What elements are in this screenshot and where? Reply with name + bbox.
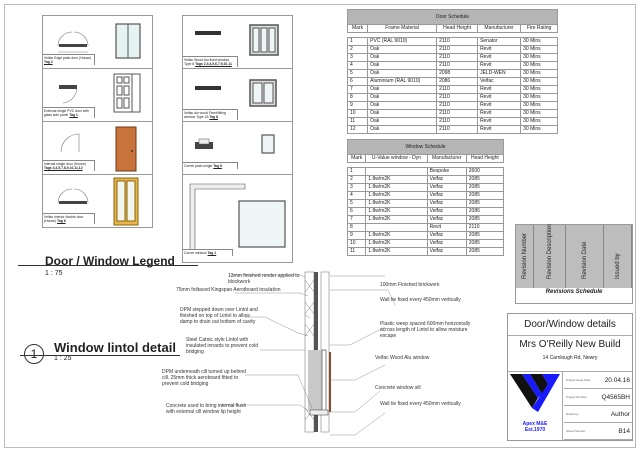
- note-concrete-sill: Concrete window sill: [375, 385, 421, 391]
- detail-title: Window lintol detail: [54, 340, 176, 355]
- legend-item-corner-window: [183, 175, 292, 262]
- legend-panel-doors: [42, 15, 153, 228]
- table-cell: 9: [348, 232, 366, 240]
- column-header: Fire Rating: [521, 25, 558, 33]
- table-cell: 1.8w/m2K: [366, 216, 427, 224]
- table-cell: 2085: [466, 232, 503, 240]
- table-cell: Oak: [368, 54, 437, 62]
- table-row: [348, 70, 558, 78]
- table-cell: Velfac: [427, 216, 466, 224]
- revision-column-header: Issued by: [604, 225, 632, 288]
- table-row: [348, 224, 504, 232]
- table-row: [348, 86, 558, 94]
- fixed-window-elevation: [249, 24, 281, 58]
- legend-item-double-door: [43, 175, 152, 228]
- schedule-title: Door Schedule: [348, 10, 558, 25]
- table-cell: Velfac: [427, 232, 466, 240]
- patio-door-elevation: [115, 22, 145, 60]
- table-cell: Revit: [478, 54, 521, 62]
- column-header: Manufacturer: [427, 155, 466, 163]
- table-cell: 1: [348, 38, 368, 46]
- table-cell: 5: [348, 200, 366, 208]
- field-value: Author: [610, 410, 630, 418]
- project-address: 14 Carnlough Rd, Newry: [508, 355, 632, 372]
- table-cell: Velfac: [427, 240, 466, 248]
- table-row: [348, 54, 558, 62]
- table-cell: 30 Mins: [521, 54, 558, 62]
- table-row: [348, 248, 504, 256]
- table-row: [348, 184, 504, 192]
- field-value: 20.04.16: [604, 376, 630, 384]
- table-cell: 1.8w/m2K: [366, 192, 427, 200]
- table-row: [348, 78, 558, 86]
- revision-column-header: Revision Number: [516, 225, 534, 288]
- table-cell: Oak: [368, 94, 437, 102]
- table-cell: 1: [348, 168, 366, 176]
- table-cell: Velfac: [427, 176, 466, 184]
- table-cell: Oak: [368, 102, 437, 110]
- field-label: Project Number: [566, 395, 587, 399]
- table-cell: 30 Mins: [521, 94, 558, 102]
- table-cell: 2085: [466, 176, 503, 184]
- table-cell: 30 Mins: [521, 102, 558, 110]
- table-cell: Revit: [478, 118, 521, 126]
- field-value: Q4565BH: [601, 393, 630, 401]
- internal-door-elevation: [115, 126, 141, 172]
- note-velfac-window: Velfac Wood Alu window: [375, 355, 430, 361]
- note-render: 13mm finished render applied to blockwork: [228, 273, 300, 285]
- table-cell: 2110: [437, 110, 478, 118]
- company-logo: [508, 372, 563, 440]
- table-cell: 6: [348, 78, 368, 86]
- table-cell: 2086: [466, 208, 503, 216]
- company-est: Est.1970: [524, 427, 546, 433]
- column-header: Mark: [348, 25, 368, 33]
- table-cell: 2085: [466, 200, 503, 208]
- table-cell: Oak: [368, 126, 437, 134]
- legend-label: External single PVC door with glass side panel Tag 1: [43, 107, 95, 118]
- table-cell: PVC (RAL 9010): [368, 38, 437, 46]
- note-concrete-internal: Concrete used to bring internal flush with external cill window lip height: [166, 403, 247, 415]
- table-cell: Velfac: [427, 248, 466, 256]
- table-cell: Oak: [368, 62, 437, 70]
- table-cell: 2: [348, 176, 366, 184]
- table-row: [348, 168, 504, 176]
- table-cell: Oak: [368, 70, 437, 78]
- table-cell: 2085: [466, 240, 503, 248]
- table-row: [348, 126, 558, 134]
- corner-plain-elevation: [261, 134, 277, 156]
- table-cell: Oak: [368, 86, 437, 94]
- table-row: [348, 240, 504, 248]
- table-row: [348, 62, 558, 70]
- table-cell: 1.8w/m2K: [366, 240, 427, 248]
- title-block-field: [564, 406, 632, 423]
- table-cell: 1.8w/m2K: [366, 232, 427, 240]
- revision-schedule-title: Revisions Schedule: [545, 289, 603, 295]
- table-cell: 12: [348, 126, 368, 134]
- table-row: [348, 46, 558, 54]
- table-cell: 8: [348, 224, 366, 232]
- table-cell: 30 Mins: [521, 126, 558, 134]
- legend-label: Velfac Wood Alu fixed window Type 6 Tags 2,3,4,5,6,7,9,10,11: [183, 56, 238, 67]
- column-header: Mark: [348, 155, 366, 163]
- table-cell: 8: [348, 94, 368, 102]
- table-cell: 2085: [466, 248, 503, 256]
- column-header: Manufacturer: [478, 25, 521, 33]
- table-cell: 7: [348, 86, 368, 94]
- table-cell: 6: [348, 208, 366, 216]
- table-cell: 5: [348, 70, 368, 78]
- table-cell: 11: [348, 118, 368, 126]
- table-cell: 2098: [437, 70, 478, 78]
- table-cell: Senator: [478, 38, 521, 46]
- table-cell: 30 Mins: [521, 78, 558, 86]
- apex-logo-icon: [508, 372, 563, 416]
- table-cell: 2085: [466, 216, 503, 224]
- door-schedule-table: [347, 9, 558, 134]
- note-dpm-cill: DPM underneath cill turned up behind cill. 25mm thick aeroboard fitted to prevent cold bridging: [162, 369, 246, 387]
- table-row: [348, 38, 558, 46]
- company-name: Apex M&E: [522, 421, 548, 427]
- revision-header: [516, 225, 632, 288]
- legend-panel-windows: [182, 15, 293, 263]
- column-header: Head Height: [437, 25, 478, 33]
- legend-item-patio-door: [43, 16, 152, 69]
- table-cell: Revit: [478, 110, 521, 118]
- revision-column-header: Revision Date: [566, 225, 604, 288]
- table-cell: 2110: [466, 224, 503, 232]
- table-cell: 30 Mins: [521, 62, 558, 70]
- project-name: Mrs O'Reilly New Build: [519, 339, 621, 350]
- table-cell: Velfac: [427, 200, 466, 208]
- table-row: [348, 94, 558, 102]
- table-cell: 2110: [437, 126, 478, 134]
- table-cell: 1.8w/m2K: [366, 248, 427, 256]
- table-cell: Revit: [478, 86, 521, 94]
- detail-scale: 1 : 25: [54, 355, 72, 362]
- note-plastic-weep: Plastic weep spaced 600mm horizontally across length of Lintol to allow moisture escape: [380, 321, 471, 339]
- table-cell: 10: [348, 110, 368, 118]
- table-cell: Revit: [478, 126, 521, 134]
- field-label: Project Issue Date: [566, 378, 591, 382]
- legend-label: Corner window Tag 1: [183, 249, 233, 256]
- note-wall-tie-2: Wall tie fixed every 450mm vertically: [380, 401, 461, 407]
- revision-column-header: Revision Description: [534, 225, 566, 288]
- table-row: [348, 118, 558, 126]
- table-cell: 2086: [437, 78, 478, 86]
- table-cell: 2110: [437, 62, 478, 70]
- table-cell: 2110: [437, 94, 478, 102]
- legend-scale: 1 : 75: [45, 270, 63, 277]
- pvc-door-elevation: [113, 73, 147, 115]
- field-value: B14: [618, 427, 630, 435]
- table-cell: 2110: [437, 118, 478, 126]
- table-cell: 4: [348, 62, 368, 70]
- note-insulation: 75mm foiltaced Kingspan Aerotboard insulation: [176, 287, 281, 293]
- table-row: [348, 176, 504, 184]
- table-row: [348, 192, 504, 200]
- legend-item-tilting-window: [183, 69, 292, 122]
- table-cell: Velfac: [478, 78, 521, 86]
- legend-label: Velfac Edge patio door (House) Tag 2: [43, 54, 95, 65]
- table-cell: 4: [348, 192, 366, 200]
- legend-label: Internal single door (House) Tags 3,4,5,7,8,9,10,11,12: [43, 160, 95, 171]
- table-cell: 2600: [466, 168, 503, 176]
- table-cell: Bespoke: [427, 168, 466, 176]
- table-cell: 10: [348, 240, 366, 248]
- table-cell: Velfac: [427, 184, 466, 192]
- table-cell: Revit: [478, 94, 521, 102]
- field-label: Drawn by: [566, 412, 579, 416]
- table-cell: JELD-WEN: [478, 70, 521, 78]
- table-cell: 2110: [437, 38, 478, 46]
- table-cell: 30 Mins: [521, 86, 558, 94]
- title-block-field: [564, 372, 632, 389]
- table-cell: 3: [348, 54, 368, 62]
- table-cell: 1.8w/m2K: [366, 200, 427, 208]
- field-label: Sheet Number: [566, 429, 586, 433]
- table-cell: 1.8w/m2K: [366, 184, 427, 192]
- table-cell: 2110: [437, 54, 478, 62]
- table-cell: Revit: [478, 102, 521, 110]
- legend-label: Velfac alu wood Fixed/tilting window Type 1A Tag 8: [183, 109, 238, 120]
- table-cell: 30 Mins: [521, 46, 558, 54]
- legend-title: Door / Window Legend: [45, 254, 175, 268]
- title-block-field: [564, 423, 632, 440]
- legend-item-fixed-window: [183, 16, 292, 69]
- revision-schedule: [515, 224, 633, 304]
- table-cell: 2: [348, 46, 368, 54]
- table-cell: Revit: [427, 224, 466, 232]
- table-row: [348, 102, 558, 110]
- table-row: [348, 216, 504, 224]
- note-dpm-lintol: DPM stepped down over Lintol and finished on top of Lintol to allow damp to drain out bottom of cavity: [180, 307, 258, 325]
- table-cell: 2085: [466, 192, 503, 200]
- table-cell: Oak: [368, 110, 437, 118]
- legend-item-internal-door: [43, 122, 152, 175]
- legend-label: Velfac interior double door (House) Tag 6: [43, 213, 95, 224]
- table-cell: 9: [348, 102, 368, 110]
- tilting-window-elevation: [249, 79, 281, 111]
- table-cell: Velfac: [427, 208, 466, 216]
- note-steel-lintol: Steel Catnic style Lintol with insulated innards to prevent cold bridging: [186, 337, 258, 355]
- schedule-title: Window Schedule: [348, 140, 504, 155]
- double-door-elevation: [113, 177, 143, 227]
- table-cell: 11: [348, 248, 366, 256]
- table-cell: 30 Mins: [521, 110, 558, 118]
- table-cell: 2085: [466, 184, 503, 192]
- legend-item-corner-plain: [183, 122, 292, 175]
- window-schedule-table: [347, 139, 504, 256]
- note-wall-tie-1: Wall tie fixed every 450mm vertically: [380, 297, 461, 303]
- table-cell: 7: [348, 216, 366, 224]
- table-cell: Velfac: [427, 192, 466, 200]
- column-header: Head Height: [466, 155, 503, 163]
- table-cell: 30 Mins: [521, 38, 558, 46]
- table-cell: Revit: [478, 46, 521, 54]
- title-block-field: [564, 389, 632, 406]
- table-cell: 1.8w/m2K: [366, 208, 427, 216]
- table-cell: 1.8w/m2K: [366, 176, 427, 184]
- table-cell: 2110: [437, 102, 478, 110]
- table-cell: 3: [348, 184, 366, 192]
- detail-number-bubble: 1: [24, 344, 44, 364]
- sheet-title: Door/Window details: [508, 314, 632, 336]
- table-row: [348, 232, 504, 240]
- legend-label: Corner plain single Tag 8: [183, 162, 238, 169]
- table-cell: 2110: [437, 46, 478, 54]
- table-cell: 2110: [437, 86, 478, 94]
- table-row: [348, 110, 558, 118]
- table-row: [348, 200, 504, 208]
- column-header: Frame Material: [368, 25, 437, 33]
- table-cell: 30 Mins: [521, 118, 558, 126]
- legend-item-pvc-door: [43, 69, 152, 122]
- column-header: U-Value window - Dyn: [366, 155, 427, 163]
- table-row: [348, 208, 504, 216]
- table-cell: [366, 168, 427, 176]
- note-brickwork: 100mm Finished brickwork: [380, 282, 440, 288]
- table-cell: 30 Mins: [521, 70, 558, 78]
- table-cell: Aluminium (RAL 9010): [368, 78, 437, 86]
- title-block: [507, 313, 633, 441]
- table-cell: Oak: [368, 118, 437, 126]
- table-cell: Oak: [368, 46, 437, 54]
- table-cell: Revit: [478, 62, 521, 70]
- table-cell: [366, 224, 427, 232]
- title-underline: [18, 265, 198, 266]
